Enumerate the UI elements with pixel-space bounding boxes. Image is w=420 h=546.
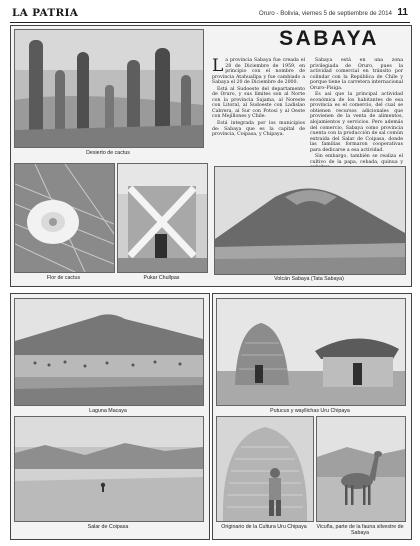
- caption-huts: Putucus y wayllichas Uru Chipaya: [270, 408, 350, 414]
- caption-salar: Salar de Coipasa: [87, 524, 129, 530]
- article-column-1: [212, 58, 305, 139]
- article-headline: SABAYA: [279, 27, 379, 50]
- cactus-flower-photo: [14, 163, 115, 273]
- caption-chullpas: Pukar Chullpas: [143, 275, 180, 281]
- col2-para-3: Sin embargo, también se realiza el cultivo de la papa, cebada, quinua y: [310, 154, 403, 165]
- col1-para-3: Está integrada por los municipios de: Sabaya que es la capital de provincia, Coipasa, y Chipaya.: [212, 121, 305, 138]
- laguna-photo: [14, 298, 204, 406]
- caption-laguna: Laguna Macaya: [89, 408, 127, 414]
- volcano-photo: [214, 166, 406, 275]
- newspaper-name: LA PATRIA: [12, 7, 79, 19]
- page-number: 11: [397, 7, 408, 18]
- masthead: [10, 6, 410, 23]
- chullpas-photo: [117, 163, 208, 273]
- vicuna-photo: [316, 416, 406, 522]
- native-photo: [216, 416, 314, 522]
- dropcap-letter: L: [212, 56, 224, 76]
- huts-photo: [216, 298, 406, 406]
- date-line: Oruro - Bolivia, viernes 5 de septiembre de 2014: [258, 10, 392, 17]
- col1-para-1: a provincia Sabaya fue creada el 28 de Diciembre de 1959, en principio con el nombre de provincia Atahuallpa y fue cambiado a Sabaya el 20 de Diciembre de 2000.: [212, 58, 305, 86]
- cactus-desert-photo: [14, 29, 204, 148]
- caption-vicuna: Vicuña, parte de la fauna silvestre de Sabaya: [316, 524, 404, 536]
- caption-cactus-desert: Desierto de cactus: [86, 150, 130, 156]
- caption-volcano: Volcán Sabaya (Tata Sabaya): [274, 276, 344, 282]
- col1-para-2: Está al Sudoeste del departamento de Oruro, y sus límites son al Norte con la provincia Sajama, al Noreste con Litoral, al Sudoeste con Ladislao Cabrera, al Sur con Potosí y al Oeste con Mejillones y Chile.: [212, 86, 305, 120]
- caption-cactus-flower: Flor de cactus: [46, 275, 81, 281]
- salar-photo: [14, 416, 204, 522]
- col2-para-2: Es así que la principal actividad económica de los habitantes de esa provincia es el comercio, del cual se obtienen recursos adicionales que provienen de la venta de alimentos, alojamientos y servicios. Pero además del comercio, Sabaya como provincia cuenta con la producción de sal común extraída del Salar de Coipasa, donde las familias formaron cooperativas para dedicarse a esa actividad.: [310, 92, 403, 153]
- caption-native: Originario de la Cultura Uru Chipaya: [221, 524, 307, 530]
- col2-para-1: Sabaya está en una zona privilegiada de Oruro, pues la actividad comercial en tránsito por colindar con la República de Chile y porque tiene la carretera internacional Oruro–Pisiga.: [310, 58, 403, 91]
